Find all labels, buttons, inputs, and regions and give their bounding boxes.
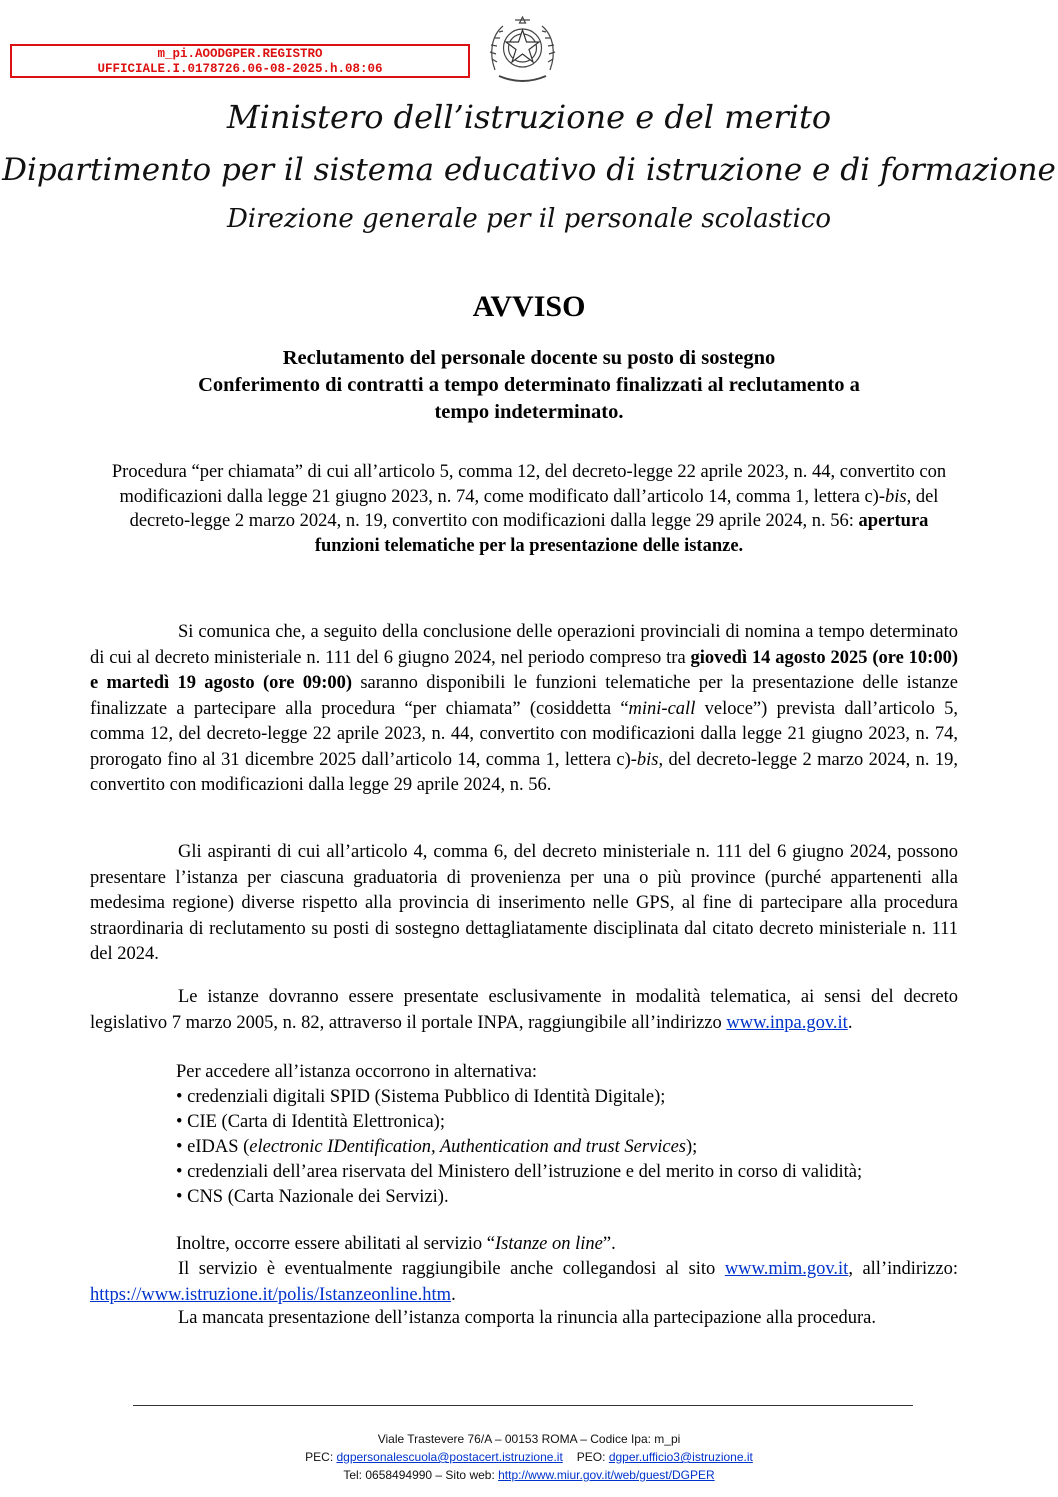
- intro-bis: bis: [885, 486, 907, 507]
- footer-divider: [133, 1405, 913, 1406]
- p1-minicall: mini-call: [628, 698, 696, 719]
- p2-text: Gli aspiranti di cui all’articolo 4, comma 6, del decreto ministeriale n. 111 del 6 giugno 2024, possono presentare l’istanza per ciascuna graduatoria di provenienza per una o più province (purché appartenenti alla medesima regione) diverse rispetto alla provincia di inserimento nelle GPS, al fine di partecipare alla procedura straordinaria di reclutamento su posti di sostegno dettagliatamente disciplinata dal citato decreto ministeriale n. 111 del 2024.: [90, 842, 958, 964]
- paragraph-5: [90, 1257, 958, 1308]
- access-item-spid: • credenziali digitali SPID (Sistema Pubblico di Identità Digitale);: [176, 1087, 666, 1107]
- paragraph-2: [90, 840, 958, 968]
- italian-republic-emblem-icon: [485, 12, 560, 87]
- access-item-cns: • CNS (Carta Nazionale dei Servizi).: [176, 1187, 449, 1207]
- p1-text-d: , del decreto-legge 2 marzo 2024, n. 19, convertito con modificazioni dalla legge 29 aprile 2024, n. 56.: [90, 749, 958, 795]
- p1-bis: bis: [636, 749, 659, 770]
- department-name: Dipartimento per il sistema educativo di istruzione e di formazione: [2, 152, 1056, 188]
- eidas-a: • eIDAS (: [176, 1137, 250, 1157]
- pec-link[interactable]: dgpersonalescuola@postacert.istruzione.it: [336, 1450, 563, 1464]
- intro-bold: apertura funzioni telematiche per la presentazione delle istanze.: [314, 511, 929, 556]
- peo-label: PEO:: [576, 1450, 609, 1464]
- access-lead: Per accedere all’istanza occorrono in alternativa:: [176, 1062, 538, 1082]
- pec-label: PEC:: [305, 1450, 337, 1464]
- p5-text-b: , all’indirizzo:: [848, 1259, 958, 1279]
- access-item-cie: • CIE (Carta di Identità Elettronica);: [176, 1112, 445, 1132]
- paragraph-4: [176, 1232, 616, 1257]
- p1-text-c: veloce”) prevista dall’articolo 5, comma 12, del decreto-legge 22 aprile 2023, n. 44, convertito con modificazioni dalla legge 21 giugno 2023, n. 74, prorogato fino al 31 dicembre 2025 dall’articolo 14, comma 1, lettera c)-: [90, 698, 958, 770]
- paragraph-3: [90, 985, 958, 1036]
- eidas-b: );: [686, 1137, 698, 1157]
- p3-text: Le istanze dovranno essere presentate esclusivamente in modalità telematica, ai sensi del decreto legislativo 7 marzo 2005, n. 82, attraverso il portale INPA, raggiungibile all’indirizzo: [90, 987, 958, 1033]
- mim-link[interactable]: www.mim.gov.it: [724, 1259, 849, 1279]
- access-item-eidas: [176, 1135, 697, 1160]
- p6-text: La mancata presentazione dell’istanza comporta la rinuncia alla partecipazione alla procedura.: [178, 1308, 877, 1328]
- access-item-ministry-credentials: • credenziali dell’area riservata del Ministero dell’istruzione e del merito in corso di validità;: [176, 1162, 863, 1182]
- paragraph-1: [90, 620, 958, 799]
- footer-emails: [0, 1450, 1058, 1464]
- protocol-line-1: m_pi.AOODGPER.REGISTRO: [157, 47, 323, 61]
- eidas-italic: electronic IDentification, Authentication and trust Services: [249, 1137, 686, 1157]
- peo-link[interactable]: dgper.ufficio3@istruzione.it: [608, 1450, 753, 1464]
- p4-istanze: Istanze on line: [494, 1234, 603, 1254]
- protocol-stamp: [10, 44, 470, 78]
- ministry-name: Ministero dell’istruzione e del merito: [226, 98, 832, 136]
- website-link[interactable]: http://www.miur.gov.it/web/guest/DGPER: [498, 1468, 715, 1482]
- p1-dates: giovedì 14 agosto 2025 (ore 10:00) e martedì 19 agosto (ore 09:00): [90, 647, 958, 693]
- inpa-link[interactable]: www.inpa.gov.it: [726, 1012, 848, 1033]
- p5-text-a: Il servizio è eventualmente raggiungibile anche collegandosi al sito: [178, 1259, 725, 1279]
- footer-address: Viale Trastevere 76/A – 00153 ROMA – Codice Ipa: m_pi: [377, 1432, 681, 1446]
- p4-text-b: ”.: [602, 1234, 616, 1254]
- intro-text: Procedura “per chiamata” di cui all’articolo 5, comma 12, del decreto-legge 22 aprile 2023, n. 44, convertito con modificazioni dalla legge 21 giugno 2023, n. 74, come modificato dall’articolo 14, comma 1, lettera c)-: [111, 462, 947, 507]
- footer-contacts: [0, 1468, 1058, 1482]
- directorate-name: Direzione generale per il personale scolastico: [226, 204, 832, 234]
- subtitle-line-3: tempo indeterminato.: [434, 401, 624, 423]
- p3-end: .: [847, 1012, 853, 1033]
- footer-tel: Tel: 0658494990 – Sito web:: [343, 1468, 499, 1482]
- paragraph-6: [90, 1306, 958, 1332]
- p1-text-a: Si comunica che, a seguito della conclusione delle operazioni provinciali di nomina a tempo determinato di cui al decreto ministeriale n. 111 del 6 giugno 2024, nel periodo compreso tra: [90, 622, 958, 668]
- p4-text-a: Inoltre, occorre essere abilitati al servizio “: [176, 1234, 495, 1254]
- intro-paragraph: [95, 460, 963, 558]
- istanze-online-link[interactable]: https://www.istruzione.it/polis/Istanzeonline.htm: [90, 1284, 452, 1305]
- p5-text-c: .: [451, 1284, 456, 1305]
- protocol-line-2: UFFICIALE.I.0178726.06-08-2025.h.08:06: [97, 62, 383, 76]
- subtitle-line-1: Reclutamento del personale docente su posto di sostegno: [282, 347, 776, 369]
- p1-text-b: saranno disponibili le funzioni telematiche per la presentazione delle istanze finalizzate a partecipare alla procedura “per chiamata” (cosiddetta “: [90, 673, 958, 719]
- intro-text-2: , del decreto-legge 2 marzo 2024, n. 19, convertito con modificazioni dalla legge 29 aprile 2024, n. 56:: [129, 486, 939, 531]
- subtitle: [100, 345, 958, 426]
- subtitle-line-2: Conferimento di contratti a tempo determinato finalizzati al reclutamento a: [198, 374, 860, 396]
- page-title: AVVISO: [472, 290, 586, 323]
